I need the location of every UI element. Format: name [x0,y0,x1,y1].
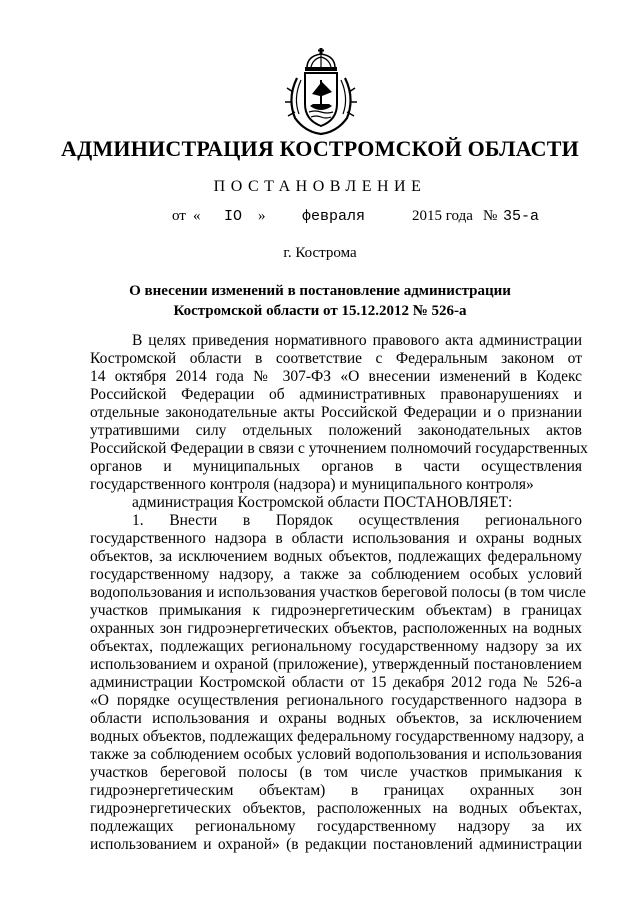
organization-title: АДМИНИСТРАЦИЯ КОСТРОМСКОЙ ОБЛАСТИ [61,136,579,161]
document-number: 35-а [503,208,540,225]
document-heading [0,281,640,321]
body-line: органов и муниципальных органов в части осуществления [90,458,582,475]
body-line: государственному надзору, а также за соблюдением особых условий [90,566,582,583]
body-line: 14 октября 2014 года № 307-ФЗ «О внесении изменений в Кодекс [90,368,582,385]
body-line: также за соблюдением особых условий водопользования и использования [90,746,582,763]
date-open-quote: « [193,208,201,224]
date-day: IO [224,208,243,225]
body-line: водопользования и использования участков береговой полосы (в том числе [90,584,586,601]
crown-icon [305,48,337,71]
body-line: гидроэнергетическим объектам) в границах охранных зон [90,782,582,799]
date-close-quote: » [258,208,266,224]
date-year: 2015 года [412,208,473,224]
body-line: 1. Внести в Порядок осуществления регионального [132,512,582,529]
body-line: утратившими силу отдельных положений законодательных актов [90,422,582,439]
body-line: участков примыкания к гидроэнергетическим объектам) в границах [90,602,582,619]
body-line: участков береговой полосы (в том числе участков примыкания к [90,764,582,781]
body-line: Костромской области в соответствие с Федеральным законом от [90,350,582,367]
body-line: использованием и охраной (приложение), утвержденный постановлением [90,656,582,673]
coat-of-arms-emblem [283,48,359,136]
body-line: использованием и охраной» (в редакции постановлений администрации [90,836,582,853]
body-line: отдельные законодательные акты Российской Федерации и о признании [90,404,582,421]
body-line: администрация Костромской области ПОСТАНОВЛЯЕТ: [132,494,513,511]
body-line: «О порядке осуществления регионального государственного надзора в [90,692,582,709]
city-line: г. Кострома [283,245,357,261]
heading-line: Костромской области от 15.12.2012 № 526-а [173,303,467,319]
heading-line: О внесении изменений в постановление администрации [129,283,511,299]
body-line: подлежащих региональному государственному надзору за их [90,818,582,835]
body-line: государственного надзора в области использования и охраны водных [90,530,582,547]
body-line: охранных зон гидроэнергетических объектов, расположенных на водных [90,620,582,637]
body-line: гидроэнергетических объектов, расположенных на водных объектах, [90,800,582,817]
body-line: В целях приведения нормативного правового акта администрации [132,332,582,349]
body-line: области использования и охраны водных объектов, за исключением [90,710,582,727]
body-line: администрации Костромской области от 15 декабря 2012 года № 526-а [90,674,582,691]
body-line: Российской Федерации об административных правонарушениях и [90,386,582,403]
body-line: водных объектов, подлежащих федеральному государственному надзору, а [90,728,585,745]
date-prefix: от [172,208,186,224]
date-month: февраля [302,208,366,225]
date-number-line [0,208,640,230]
document-type: ПОСТАНОВЛЕНИЕ [213,178,427,195]
body-line: объектах, подлежащих региональному государственному надзору за их [90,638,582,655]
document-number-sign: № [483,208,498,224]
body-line: государственного контроля (надзора) и муниципального контроля» [90,476,534,493]
body-line: Российской Федерации в связи с уточнением полномочий государственных [90,440,588,457]
body-line: объектов, за исключением водных объектов, подлежащих федеральному [90,548,582,565]
